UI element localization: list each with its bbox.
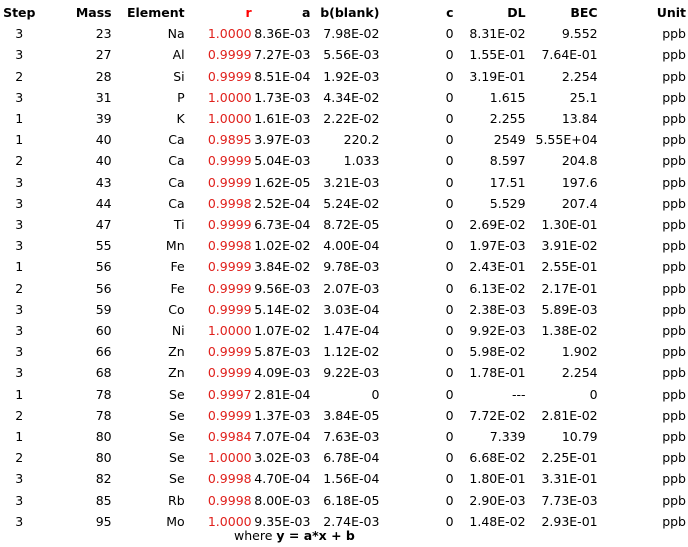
cell-a: 7.27E-03 bbox=[254, 47, 311, 63]
cell-unit: ppb bbox=[662, 26, 686, 42]
cell-r: 1.0000 bbox=[207, 323, 252, 339]
cell-unit: ppb bbox=[662, 68, 686, 84]
table-row bbox=[0, 468, 688, 489]
cell-r: 0.9999 bbox=[207, 47, 252, 63]
cell-element: Se bbox=[169, 471, 185, 487]
cell-a: 1.37E-03 bbox=[254, 407, 311, 423]
cell-bec: 9.552 bbox=[561, 26, 598, 42]
cell-step: 1 bbox=[15, 111, 24, 127]
cell-unit: ppb bbox=[662, 280, 686, 296]
cell-element: Zn bbox=[168, 344, 185, 360]
cell-step: 3 bbox=[15, 492, 24, 508]
cell-c: 0 bbox=[445, 153, 454, 169]
cell-unit: ppb bbox=[662, 471, 686, 487]
table-row bbox=[0, 405, 688, 426]
cell-a: 3.02E-03 bbox=[254, 450, 311, 466]
cell-unit: ppb bbox=[662, 111, 686, 127]
cell-b-blank: 2.22E-02 bbox=[323, 111, 380, 127]
cell-r: 0.9999 bbox=[207, 174, 252, 190]
cell-dl: 6.13E-02 bbox=[469, 280, 526, 296]
cell-dl: 2.43E-01 bbox=[469, 259, 526, 275]
cell-step: 2 bbox=[15, 450, 24, 466]
cell-r: 1.0000 bbox=[207, 450, 252, 466]
cell-mass: 39 bbox=[95, 111, 112, 127]
cell-dl: --- bbox=[512, 386, 526, 402]
cell-dl: 2.38E-03 bbox=[469, 301, 526, 317]
cell-b-blank: 6.78E-04 bbox=[323, 450, 380, 466]
header-bec: BEC bbox=[570, 5, 598, 20]
cell-mass: 40 bbox=[95, 153, 112, 169]
cell-step: 3 bbox=[15, 238, 24, 254]
cell-unit: ppb bbox=[662, 132, 686, 148]
cell-c: 0 bbox=[445, 386, 454, 402]
cell-a: 1.61E-03 bbox=[254, 111, 311, 127]
cell-b-blank: 6.18E-05 bbox=[323, 492, 380, 508]
cell-element: Fe bbox=[170, 259, 185, 275]
cell-element: Se bbox=[169, 450, 185, 466]
cell-mass: 40 bbox=[95, 132, 112, 148]
cell-r: 1.0000 bbox=[207, 111, 252, 127]
cell-mass: 80 bbox=[95, 450, 112, 466]
table-row bbox=[0, 447, 688, 468]
cell-bec: 2.254 bbox=[561, 365, 598, 381]
cell-dl: 1.80E-01 bbox=[469, 471, 526, 487]
cell-a: 5.87E-03 bbox=[254, 344, 311, 360]
cell-b-blank: 9.78E-03 bbox=[323, 259, 380, 275]
cell-b-blank: 9.22E-03 bbox=[323, 365, 380, 381]
table-row bbox=[0, 278, 688, 299]
cell-step: 3 bbox=[15, 89, 24, 105]
cell-element: Se bbox=[169, 407, 185, 423]
cell-a: 8.00E-03 bbox=[254, 492, 311, 508]
cell-c: 0 bbox=[445, 217, 454, 233]
cell-b-blank: 4.34E-02 bbox=[323, 89, 380, 105]
cell-c: 0 bbox=[445, 68, 454, 84]
cell-r: 0.9999 bbox=[207, 259, 252, 275]
cell-bec: 2.17E-01 bbox=[541, 280, 598, 296]
calibration-table bbox=[0, 2, 688, 532]
table-row bbox=[0, 341, 688, 362]
cell-mass: 44 bbox=[95, 195, 112, 211]
cell-dl: 2.90E-03 bbox=[469, 492, 526, 508]
header-mass: Mass bbox=[75, 5, 112, 20]
header-element: Element bbox=[126, 5, 185, 20]
cell-mass: 80 bbox=[95, 429, 112, 445]
cell-r: 0.9998 bbox=[207, 471, 252, 487]
cell-b-blank: 2.74E-03 bbox=[323, 513, 380, 529]
cell-a: 9.56E-03 bbox=[254, 280, 311, 296]
cell-unit: ppb bbox=[662, 386, 686, 402]
cell-bec: 2.25E-01 bbox=[541, 450, 598, 466]
cell-dl: 17.51 bbox=[489, 174, 526, 190]
cell-a: 8.51E-04 bbox=[254, 68, 311, 84]
equation-prefix: where bbox=[234, 528, 277, 543]
cell-element: Ti bbox=[173, 217, 185, 233]
cell-unit: ppb bbox=[662, 217, 686, 233]
cell-element: Na bbox=[167, 26, 185, 42]
cell-bec: 2.81E-02 bbox=[541, 407, 598, 423]
table-row bbox=[0, 66, 688, 87]
cell-b-blank: 3.03E-04 bbox=[323, 301, 380, 317]
header-a: a bbox=[302, 5, 311, 20]
cell-element: Si bbox=[173, 68, 185, 84]
cell-element: Ca bbox=[168, 174, 185, 190]
cell-bec: 3.31E-01 bbox=[541, 471, 598, 487]
cell-a: 1.07E-02 bbox=[254, 323, 311, 339]
cell-c: 0 bbox=[445, 259, 454, 275]
header-b-blank: b(blank) bbox=[320, 5, 380, 20]
cell-bec: 2.254 bbox=[561, 68, 598, 84]
cell-mass: 28 bbox=[95, 68, 112, 84]
table-row bbox=[0, 426, 688, 447]
header-dl: DL bbox=[507, 5, 526, 20]
cell-dl: 1.55E-01 bbox=[469, 47, 526, 63]
cell-b-blank: 4.00E-04 bbox=[323, 238, 380, 254]
cell-mass: 31 bbox=[95, 89, 112, 105]
cell-dl: 5.529 bbox=[489, 195, 526, 211]
cell-unit: ppb bbox=[662, 344, 686, 360]
cell-a: 1.73E-03 bbox=[254, 89, 311, 105]
cell-c: 0 bbox=[445, 323, 454, 339]
cell-mass: 78 bbox=[95, 407, 112, 423]
cell-c: 0 bbox=[445, 301, 454, 317]
cell-step: 3 bbox=[15, 47, 24, 63]
cell-step: 3 bbox=[15, 26, 24, 42]
table-row bbox=[0, 23, 688, 44]
cell-r: 0.9999 bbox=[207, 344, 252, 360]
cell-dl: 2549 bbox=[493, 132, 526, 148]
cell-step: 3 bbox=[15, 365, 24, 381]
cell-r: 0.9997 bbox=[207, 386, 252, 402]
cell-step: 3 bbox=[15, 513, 24, 529]
cell-c: 0 bbox=[445, 429, 454, 445]
cell-mass: 85 bbox=[95, 492, 112, 508]
cell-mass: 47 bbox=[95, 217, 112, 233]
cell-c: 0 bbox=[445, 513, 454, 529]
cell-unit: ppb bbox=[662, 47, 686, 63]
cell-bec: 5.55E+04 bbox=[535, 132, 598, 148]
cell-c: 0 bbox=[445, 280, 454, 296]
cell-dl: 1.97E-03 bbox=[469, 238, 526, 254]
cell-dl: 1.78E-01 bbox=[469, 365, 526, 381]
cell-step: 2 bbox=[15, 68, 24, 84]
cell-mass: 95 bbox=[95, 513, 112, 529]
cell-a: 5.04E-03 bbox=[254, 153, 311, 169]
cell-b-blank: 8.72E-05 bbox=[323, 217, 380, 233]
cell-bec: 10.79 bbox=[561, 429, 598, 445]
cell-dl: 2.69E-02 bbox=[469, 217, 526, 233]
cell-unit: ppb bbox=[662, 301, 686, 317]
cell-step: 3 bbox=[15, 217, 24, 233]
cell-element: Ca bbox=[168, 132, 185, 148]
cell-dl: 9.92E-03 bbox=[469, 323, 526, 339]
cell-b-blank: 1.12E-02 bbox=[323, 344, 380, 360]
cell-b-blank: 7.63E-03 bbox=[323, 429, 380, 445]
cell-element: Mo bbox=[166, 513, 185, 529]
cell-unit: ppb bbox=[662, 89, 686, 105]
cell-step: 3 bbox=[15, 323, 24, 339]
table-row bbox=[0, 256, 688, 277]
cell-r: 0.9895 bbox=[207, 132, 252, 148]
cell-bec: 7.73E-03 bbox=[541, 492, 598, 508]
cell-step: 3 bbox=[15, 471, 24, 487]
cell-bec: 5.89E-03 bbox=[541, 301, 598, 317]
cell-dl: 2.255 bbox=[489, 111, 526, 127]
cell-a: 3.84E-02 bbox=[254, 259, 311, 275]
cell-unit: ppb bbox=[662, 259, 686, 275]
cell-b-blank: 2.07E-03 bbox=[323, 280, 380, 296]
cell-a: 4.70E-04 bbox=[254, 471, 311, 487]
header-unit: Unit bbox=[656, 5, 686, 20]
cell-c: 0 bbox=[445, 471, 454, 487]
cell-c: 0 bbox=[445, 492, 454, 508]
cell-a: 2.52E-04 bbox=[254, 195, 311, 211]
cell-c: 0 bbox=[445, 132, 454, 148]
cell-a: 1.02E-02 bbox=[254, 238, 311, 254]
cell-c: 0 bbox=[445, 111, 454, 127]
cell-dl: 7.72E-02 bbox=[469, 407, 526, 423]
cell-step: 2 bbox=[15, 407, 24, 423]
cell-a: 1.62E-05 bbox=[254, 174, 311, 190]
equation-note bbox=[234, 526, 355, 546]
cell-dl: 3.19E-01 bbox=[469, 68, 526, 84]
cell-b-blank: 220.2 bbox=[343, 132, 380, 148]
cell-mass: 27 bbox=[95, 47, 112, 63]
cell-b-blank: 7.98E-02 bbox=[323, 26, 380, 42]
cell-step: 3 bbox=[15, 174, 24, 190]
cell-r: 0.9999 bbox=[207, 153, 252, 169]
cell-dl: 1.615 bbox=[489, 89, 526, 105]
cell-bec: 7.64E-01 bbox=[541, 47, 598, 63]
cell-bec: 1.38E-02 bbox=[541, 323, 598, 339]
cell-b-blank: 5.24E-02 bbox=[323, 195, 380, 211]
header-c: c bbox=[446, 5, 454, 20]
table-row bbox=[0, 172, 688, 193]
cell-unit: ppb bbox=[662, 195, 686, 211]
cell-dl: 7.339 bbox=[489, 429, 526, 445]
equation-formula: y = a*x + b bbox=[276, 528, 355, 543]
cell-r: 0.9999 bbox=[207, 407, 252, 423]
cell-dl: 1.48E-02 bbox=[469, 513, 526, 529]
cell-element: Al bbox=[172, 47, 185, 63]
table-row bbox=[0, 214, 688, 235]
cell-bec: 2.55E-01 bbox=[541, 259, 598, 275]
cell-step: 3 bbox=[15, 344, 24, 360]
cell-b-blank: 5.56E-03 bbox=[323, 47, 380, 63]
cell-c: 0 bbox=[445, 26, 454, 42]
cell-step: 1 bbox=[15, 429, 24, 445]
cell-dl: 6.68E-02 bbox=[469, 450, 526, 466]
cell-mass: 82 bbox=[95, 471, 112, 487]
table-row bbox=[0, 320, 688, 341]
cell-mass: 55 bbox=[95, 238, 112, 254]
cell-bec: 2.93E-01 bbox=[541, 513, 598, 529]
cell-bec: 25.1 bbox=[569, 89, 598, 105]
cell-a: 2.81E-04 bbox=[254, 386, 311, 402]
cell-unit: ppb bbox=[662, 153, 686, 169]
cell-unit: ppb bbox=[662, 450, 686, 466]
cell-b-blank: 3.84E-05 bbox=[323, 407, 380, 423]
cell-r: 0.9998 bbox=[207, 195, 252, 211]
table-row bbox=[0, 193, 688, 214]
cell-bec: 1.30E-01 bbox=[541, 217, 598, 233]
cell-element: P bbox=[177, 89, 185, 105]
cell-c: 0 bbox=[445, 47, 454, 63]
table-row bbox=[0, 87, 688, 108]
cell-element: Se bbox=[169, 429, 185, 445]
cell-mass: 56 bbox=[95, 259, 112, 275]
cell-step: 3 bbox=[15, 195, 24, 211]
cell-bec: 13.84 bbox=[561, 111, 598, 127]
cell-b-blank: 1.47E-04 bbox=[323, 323, 380, 339]
cell-mass: 56 bbox=[95, 280, 112, 296]
cell-unit: ppb bbox=[662, 429, 686, 445]
cell-element: K bbox=[176, 111, 185, 127]
cell-bec: 204.8 bbox=[561, 153, 598, 169]
cell-mass: 60 bbox=[95, 323, 112, 339]
table-row bbox=[0, 235, 688, 256]
cell-unit: ppb bbox=[662, 492, 686, 508]
cell-c: 0 bbox=[445, 365, 454, 381]
cell-bec: 197.6 bbox=[561, 174, 598, 190]
cell-element: Se bbox=[169, 386, 185, 402]
cell-step: 2 bbox=[15, 280, 24, 296]
cell-mass: 66 bbox=[95, 344, 112, 360]
cell-element: Ni bbox=[171, 323, 185, 339]
header-r: r bbox=[245, 5, 252, 20]
cell-c: 0 bbox=[445, 450, 454, 466]
cell-a: 4.09E-03 bbox=[254, 365, 311, 381]
cell-c: 0 bbox=[445, 89, 454, 105]
cell-step: 1 bbox=[15, 386, 24, 402]
cell-bec: 207.4 bbox=[561, 195, 598, 211]
cell-r: 0.9999 bbox=[207, 365, 252, 381]
cell-dl: 5.98E-02 bbox=[469, 344, 526, 360]
cell-step: 2 bbox=[15, 153, 24, 169]
cell-unit: ppb bbox=[662, 238, 686, 254]
cell-r: 0.9998 bbox=[207, 238, 252, 254]
cell-r: 0.9984 bbox=[207, 429, 252, 445]
cell-unit: ppb bbox=[662, 365, 686, 381]
cell-mass: 43 bbox=[95, 174, 112, 190]
cell-unit: ppb bbox=[662, 323, 686, 339]
cell-r: 0.9999 bbox=[207, 301, 252, 317]
table-body bbox=[0, 23, 688, 532]
cell-a: 8.36E-03 bbox=[254, 26, 311, 42]
cell-b-blank: 1.56E-04 bbox=[323, 471, 380, 487]
table-row bbox=[0, 44, 688, 65]
cell-bec: 3.91E-02 bbox=[541, 238, 598, 254]
cell-c: 0 bbox=[445, 238, 454, 254]
cell-r: 1.0000 bbox=[207, 89, 252, 105]
cell-c: 0 bbox=[445, 407, 454, 423]
cell-r: 1.0000 bbox=[207, 26, 252, 42]
cell-r: 0.9999 bbox=[207, 68, 252, 84]
cell-b-blank: 3.21E-03 bbox=[323, 174, 380, 190]
cell-a: 7.07E-04 bbox=[254, 429, 311, 445]
cell-unit: ppb bbox=[662, 174, 686, 190]
cell-unit: ppb bbox=[662, 513, 686, 529]
cell-step: 1 bbox=[15, 259, 24, 275]
cell-element: Ca bbox=[168, 195, 185, 211]
table-row bbox=[0, 362, 688, 383]
cell-r: 0.9999 bbox=[207, 217, 252, 233]
header-step: Step bbox=[3, 5, 36, 20]
cell-element: Mn bbox=[165, 238, 185, 254]
cell-unit: ppb bbox=[662, 407, 686, 423]
cell-element: Zn bbox=[168, 365, 185, 381]
cell-element: Co bbox=[168, 301, 185, 317]
cell-mass: 23 bbox=[95, 26, 112, 42]
table-row bbox=[0, 150, 688, 171]
cell-b-blank: 1.033 bbox=[343, 153, 380, 169]
cell-b-blank: 1.92E-03 bbox=[323, 68, 380, 84]
cell-a: 9.35E-03 bbox=[254, 513, 311, 529]
cell-c: 0 bbox=[445, 344, 454, 360]
cell-r: 1.0000 bbox=[207, 513, 252, 529]
cell-c: 0 bbox=[445, 174, 454, 190]
cell-element: Rb bbox=[168, 492, 185, 508]
cell-a: 3.97E-03 bbox=[254, 132, 311, 148]
cell-a: 6.73E-04 bbox=[254, 217, 311, 233]
table-row bbox=[0, 299, 688, 320]
cell-r: 0.9999 bbox=[207, 280, 252, 296]
cell-mass: 78 bbox=[95, 386, 112, 402]
cell-step: 1 bbox=[15, 132, 24, 148]
cell-b-blank: 0 bbox=[371, 386, 380, 402]
cell-mass: 68 bbox=[95, 365, 112, 381]
cell-dl: 8.597 bbox=[489, 153, 526, 169]
table-row bbox=[0, 490, 688, 511]
cell-bec: 1.902 bbox=[561, 344, 598, 360]
cell-dl: 8.31E-02 bbox=[469, 26, 526, 42]
cell-c: 0 bbox=[445, 195, 454, 211]
cell-element: Ca bbox=[168, 153, 185, 169]
cell-bec: 0 bbox=[589, 386, 598, 402]
table-row bbox=[0, 108, 688, 129]
header-row bbox=[0, 2, 688, 23]
table-row bbox=[0, 129, 688, 150]
cell-element: Fe bbox=[170, 280, 185, 296]
cell-a: 5.14E-02 bbox=[254, 301, 311, 317]
cell-mass: 59 bbox=[95, 301, 112, 317]
cell-r: 0.9998 bbox=[207, 492, 252, 508]
cell-step: 3 bbox=[15, 301, 24, 317]
table-row bbox=[0, 384, 688, 405]
